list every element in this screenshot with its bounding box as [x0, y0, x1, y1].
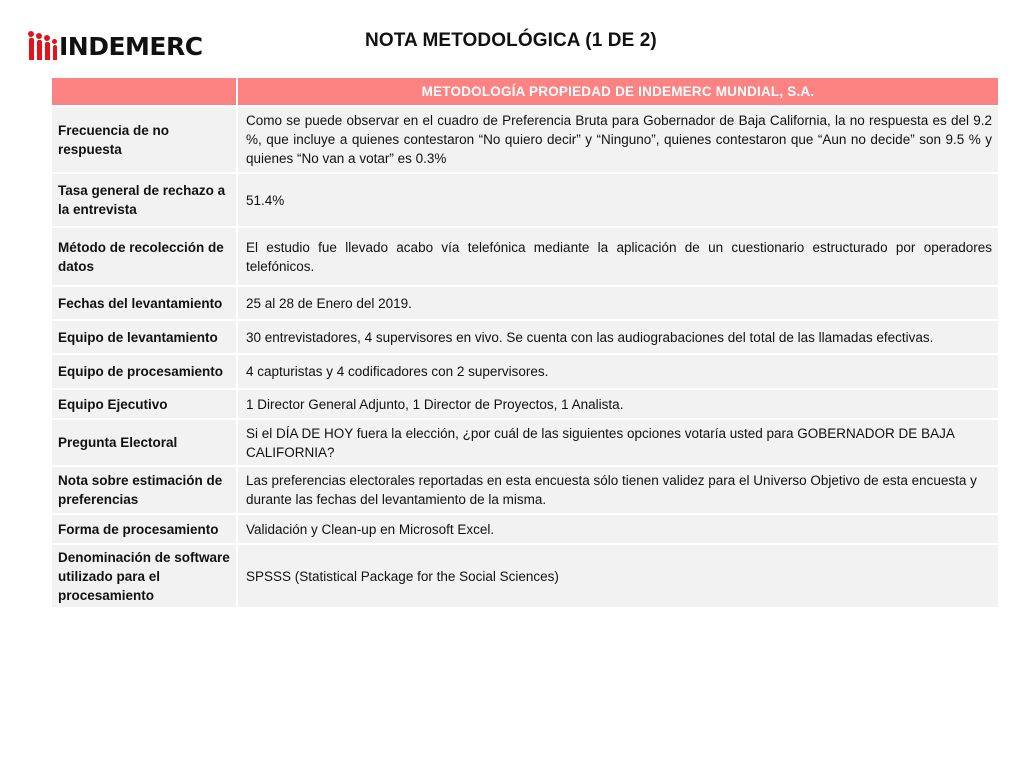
table-row	[52, 174, 998, 226]
row-value: Las preferencias electorales reportadas en esta encuesta sólo tienen validez para el Universo Objetivo de esta encuesta y durante las fechas del levantamiento de la misma.	[238, 467, 998, 513]
row-value: Como se puede observar en el cuadro de Preferencia Bruta para Gobernador de Baja California, la no respuesta es del 9.2 %, que incluye a quienes contestaron “No quiero decir” y “Ninguno”, quienes contestaron que “Aun no decide” son 9.5 % y quienes “No van a votar” es 0.3%	[238, 107, 998, 172]
row-value: SPSSS (Statistical Package for the Social Sciences)	[238, 545, 998, 607]
row-label: Denominación de software utilizado para el procesamiento	[52, 545, 236, 607]
table-row	[52, 515, 998, 543]
table-row	[52, 228, 998, 285]
table-row	[52, 467, 998, 513]
row-value: Si el DÍA DE HOY fuera la elección, ¿por cuál de las siguientes opciones votaría usted para GOBERNADOR DE BAJA CALIFORNIA?	[238, 420, 998, 465]
row-label: Tasa general de rechazo a la entrevista	[52, 174, 236, 226]
row-value: El estudio fue llevado acabo vía telefónica mediante la aplicación de un cuestionario estructurado por operadores telefónicos.	[238, 228, 998, 285]
logo-text: INDEMERC	[59, 32, 203, 61]
table-row	[52, 545, 998, 607]
row-value: 1 Director General Adjunto, 1 Director de Proyectos, 1 Analista.	[238, 390, 998, 418]
row-label: Fechas del levantamiento	[52, 287, 236, 319]
row-label: Nota sobre estimación de preferencias	[52, 467, 236, 513]
indemerc-logo	[28, 24, 203, 60]
table-row	[52, 355, 998, 388]
table-header-title: METODOLOGÍA PROPIEDAD DE INDEMERC MUNDIAL, S.A.	[238, 78, 998, 105]
row-label: Método de recolección de datos	[52, 228, 236, 285]
people-figures-icon	[28, 28, 57, 60]
table-row	[52, 420, 998, 465]
table-row	[52, 107, 998, 172]
row-value: 51.4%	[238, 174, 998, 226]
row-label: Equipo de procesamiento	[52, 355, 236, 388]
row-label: Equipo Ejecutivo	[52, 390, 236, 418]
row-value: 4 capturistas y 4 codificadores con 2 supervisores.	[238, 355, 998, 388]
table-row	[52, 321, 998, 353]
table-header-row	[52, 78, 998, 105]
methodology-table	[52, 78, 998, 609]
row-value: 30 entrevistadores, 4 supervisores en vivo. Se cuenta con las audiograbaciones del total de las llamadas efectivas.	[238, 321, 998, 353]
row-value: 25 al 28 de Enero del 2019.	[238, 287, 998, 319]
table-row	[52, 287, 998, 319]
row-label: Pregunta Electoral	[52, 420, 236, 465]
row-label: Forma de procesamiento	[52, 515, 236, 543]
table-row	[52, 390, 998, 418]
page-title: NOTA METODOLÓGICA (1 DE 2)	[365, 30, 657, 51]
row-value: Validación y Clean-up en Microsoft Excel.	[238, 515, 998, 543]
row-label: Equipo de levantamiento	[52, 321, 236, 353]
header-empty-cell	[52, 78, 236, 105]
row-label: Frecuencia de no respuesta	[52, 107, 236, 172]
